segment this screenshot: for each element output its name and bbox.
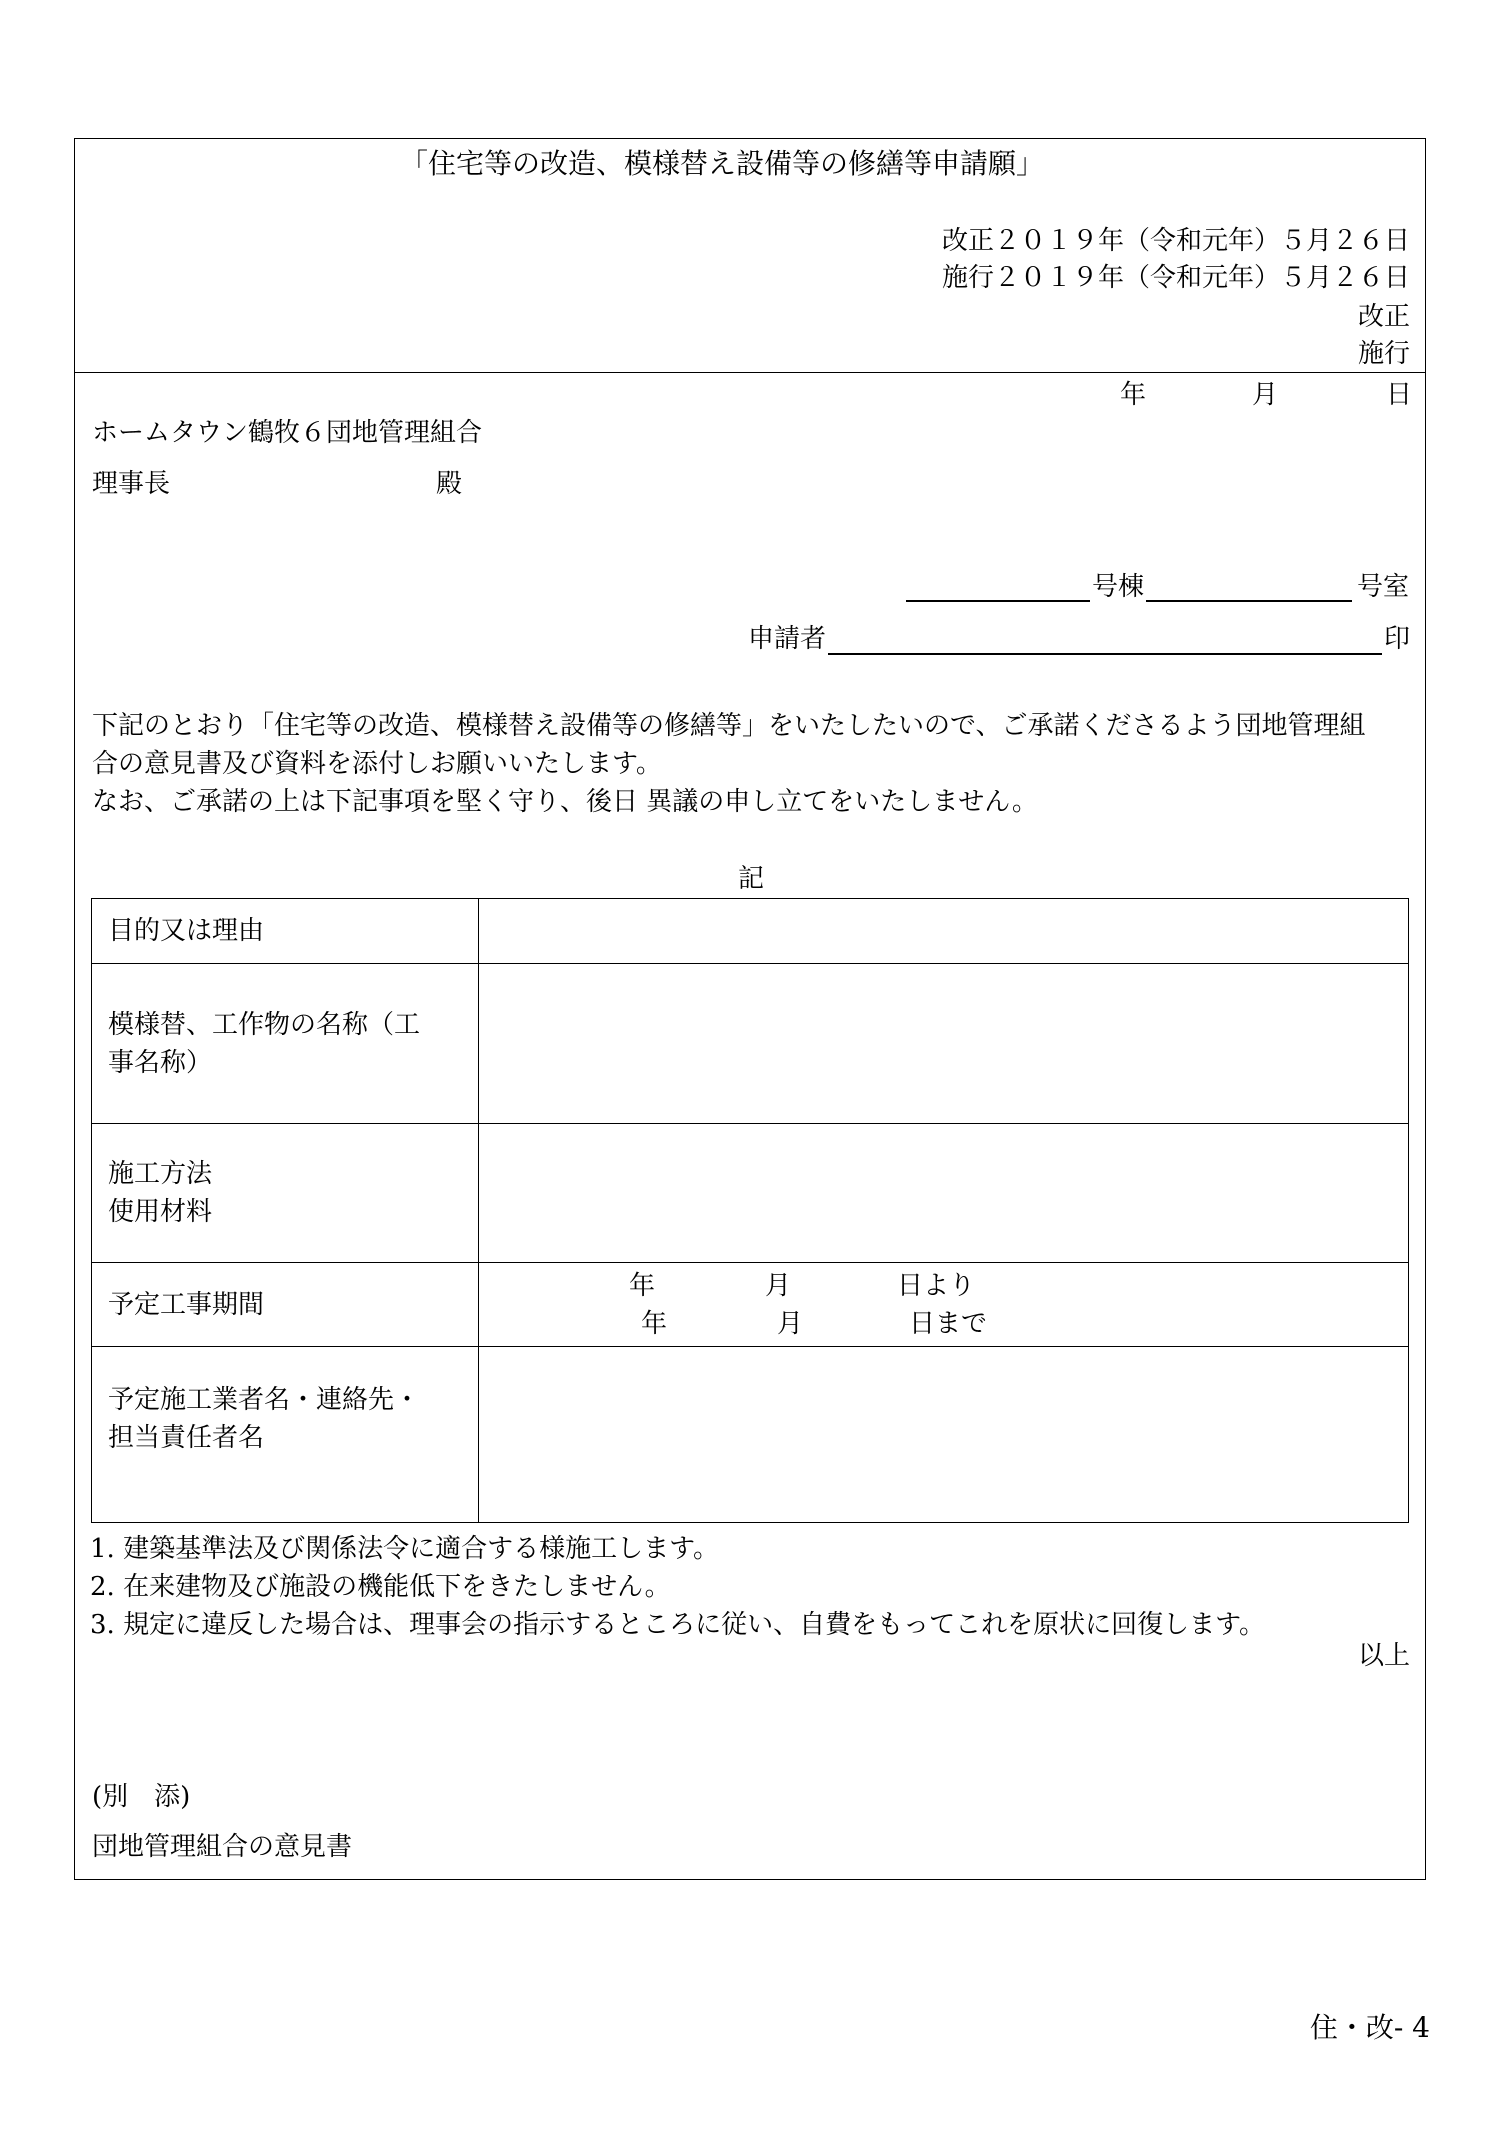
condition-1: 1. 建築基準法及び関係法令に適合する様施工します。 [90, 1534, 719, 1564]
building-suffix: 号棟 [1092, 572, 1145, 602]
purpose-row [92, 899, 1409, 964]
date-day: 日 [1386, 380, 1413, 410]
method-label [92, 1124, 479, 1263]
period-label-text: 予定工事期間 [108, 1289, 265, 1320]
recipient-honorific: 殿 [436, 469, 463, 499]
room-number-field[interactable] [1146, 600, 1352, 602]
revised-label: 改正 [1357, 302, 1410, 332]
contractor-label-line-2: 担当責任者名 [108, 1423, 265, 1453]
revised-date: 改正２０１９年（令和元年）５月２６日 [941, 226, 1410, 256]
period-from-day: 日より [897, 1270, 976, 1301]
building-number-field[interactable] [906, 600, 1090, 602]
date-year: 年 [1120, 380, 1147, 410]
body-line-1: 下記のとおり「住宅等の改造、模様替え設備等の修繕等」をいたしたいので、ご承諾くださるよう団地管理組 [92, 711, 1366, 741]
form-title: 「住宅等の改造、模様替え設備等の修繕等申請願」 [400, 147, 1045, 180]
purpose-label-text: 目的又は理由 [108, 916, 265, 946]
period-from-year: 年 [629, 1270, 656, 1301]
attachment-label: (別 添) [92, 1782, 191, 1812]
period-to-year: 年 [641, 1308, 668, 1339]
closing-text: 以上 [1357, 1641, 1410, 1671]
period-to-day: 日まで [909, 1308, 988, 1339]
method-label-line-1: 施工方法 [108, 1159, 213, 1189]
header-divider [74, 372, 1426, 373]
body-line-2: 合の意見書及び資料を添付しお願いいたします。 [92, 749, 662, 779]
contractor-row [92, 1347, 1409, 1523]
application-table [91, 898, 1409, 1523]
work-name-label-line-2: 事名称） [108, 1047, 213, 1078]
work-name-label-line-1: 模様替、工作物の名称（工 [108, 1009, 421, 1040]
applicant-name-field[interactable] [828, 653, 1382, 655]
period-value[interactable] [479, 1263, 1409, 1347]
room-suffix: 号室 [1357, 572, 1410, 602]
work-name-row [92, 964, 1409, 1124]
attachment-doc: 団地管理組合の意見書 [92, 1832, 353, 1862]
ki-heading: 記 [738, 864, 765, 894]
contractor-label [92, 1347, 479, 1523]
recipient-title: 理事長 [92, 469, 171, 499]
applicant-seal: 印 [1384, 624, 1411, 654]
body-line-3: なお、ご承諾の上は下記事項を堅く守り、後日 異議の申し立てをいたしません。 [92, 787, 1038, 817]
condition-3: 3. 規定に違反した場合は、理事会の指示するところに従い、自費をもってこれを原状に回復します。 [90, 1610, 1265, 1640]
work-name-value[interactable] [479, 964, 1409, 1124]
period-row [92, 1263, 1409, 1347]
applicant-label: 申請者 [748, 624, 827, 654]
conditions-list [90, 1530, 1265, 1644]
method-value[interactable] [479, 1124, 1409, 1263]
contractor-label-line-1: 予定施工業者名・連絡先・ [108, 1385, 421, 1415]
date-month: 月 [1252, 380, 1279, 410]
period-from-month: 月 [765, 1270, 792, 1301]
work-name-label [92, 964, 479, 1124]
purpose-value[interactable] [479, 899, 1409, 964]
recipient-org: ホームタウン鶴牧６団地管理組合 [92, 418, 483, 448]
enforced-label: 施行 [1357, 339, 1410, 369]
period-fields [479, 1265, 1408, 1345]
enforced-date: 施行２０１９年（令和元年）５月２６日 [941, 263, 1410, 293]
condition-2: 2. 在来建物及び施設の機能低下をきたしません。 [90, 1572, 671, 1602]
purpose-label [92, 899, 479, 964]
period-to-month: 月 [777, 1308, 804, 1339]
contractor-value[interactable] [479, 1347, 1409, 1523]
method-label-line-2: 使用材料 [108, 1197, 213, 1227]
page-code: 住・改- 4 [1309, 2011, 1430, 2044]
method-row [92, 1124, 1409, 1263]
period-label [92, 1263, 479, 1347]
